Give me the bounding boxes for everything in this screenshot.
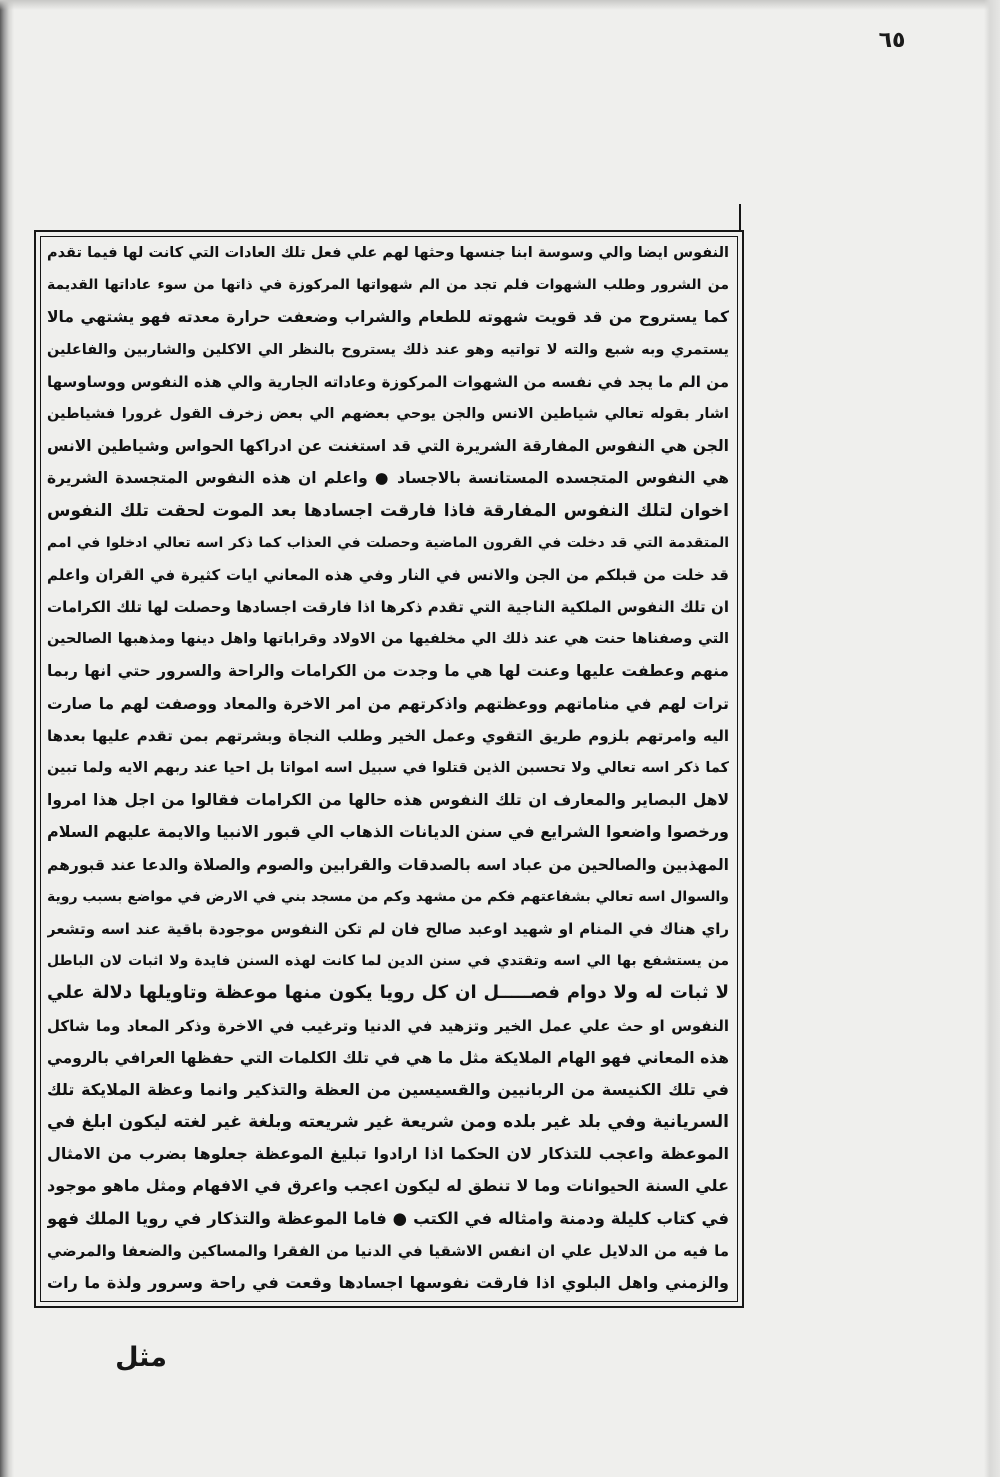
text-line: ترات لهم في مناماتهم ووعظتهم واذكرتهم من امر الاخرة والمعاد ووصفت لهم ما صارت [47, 694, 729, 713]
scan-edge-top [0, 0, 1000, 10]
text-line: منهم وعطفت عليها وعنت لها هي ما وجدت من الكرامات والراحة والسرور حتي انها ربما [47, 662, 729, 681]
folio-number: ٦٥ [878, 28, 906, 53]
text-line: من الشرور وطلب الشهوات فلم تجد من الم شهواتها المركوزة في ذاتها من سوء عاداتها القديمة [47, 277, 729, 294]
text-line: قد خلت من قبلكم من الجن والانس في النار وفي هذه المعاني ايات كثيرة في القران واعلم [47, 565, 729, 584]
text-line: الموعظة واعجب للتذكار لان الحكما اذا ارادوا تبليغ الموعظة جعلوها بضرب من الامثال [47, 1144, 729, 1164]
text-line: اخوان لتلك النفوس المفارقة فاذا فارقت اجسادها بعد الموت لحقت تلك النفوس [47, 500, 729, 521]
text-line: والسوال اسه تعالي بشفاعتهم فكم من مشهد وكم من مسجد بني في الارض في مواضع بسبب روية [47, 888, 729, 905]
text-line: ما فيه من الدلايل علي ان انفس الاشقيا في الدنيا من الفقرا والمساكين والضعفا والمرضي [47, 1241, 729, 1260]
text-line: والزمني واهل البلوي اذا فارقت نفوسها اجسادها وقعت في راحة وسرور ولذة ما رات [47, 1273, 729, 1292]
text-line: اشار بقوله تعالي شياطين الانس والجن يوحي بعضهم الي بعض زخرف القول غرورا فشياطين [47, 405, 729, 422]
text-line: النفوس ايضا والي وسوسة ابنا جنسها وحثها لهم علي فعل تلك العادات التي كانت لها فيما تقدم [47, 245, 729, 261]
frame-tick [739, 204, 741, 232]
text-frame-inner-rule [40, 236, 738, 1302]
text-line: التي وصفناها حنت هي عند ذلك الي مخلفيها من الاولاد وقراباتها واهل دينها ومذهبها الصالحين [47, 631, 729, 648]
text-line: لاهل البصاير والمعارف ان تلك النفوس هذه حالها من الكرامات فقالوا من اجل هذا امروا [47, 791, 729, 810]
text-line: السريانية وفي بلد غير بلده ومن شريعة غير شريعته وبلغة غير لغته ليكون ابلغ في [47, 1112, 729, 1133]
text-line: لا ثبات له ولا دوام فصـــــل ان كل رويا يكون منها موعظة وتاويلها دلالة علي [47, 982, 729, 1004]
text-line: من الم ما يجد في نفسه من الشهوات المركوزة وعاداته الجارية والي هذه النفوس ووساوسها [47, 372, 729, 391]
manuscript-text-block [47, 237, 729, 1301]
text-line: في تلك الكنيسة من الربانيين والقسيسين من العظة والتذكير وانما وعظة الملايكة تلك [47, 1079, 729, 1099]
text-line: المتقدمة التي قد دخلت في القرون الماضية وحصلت في العذاب كما ذكر اسه تعالي ادخلوا في امم [47, 534, 729, 551]
text-line: المهذبين والصالحين من عباد اسه بالصدقات والقرابين والصوم والصلاة والدعا عند قبورهم [47, 855, 729, 874]
text-line: في كتاب كليلة ودمنة وامثاله في الكتب ● فاما الموعظة والتذكار في رويا الملك فهو [47, 1208, 729, 1228]
text-line: راي هناك في المنام او شهيد اوعبد صالح فان لم تكن النفوس موجودة باقية عند اسه وتشعر [47, 919, 729, 938]
text-line: كما ذكر اسه تعالي ولا تحسبن الذين قتلوا في سبيل اسه امواتا بل احيا عند ربهم الايه ولما تبين [47, 760, 729, 776]
text-line: النفوس او حث علي عمل الخير وتزهيد في الدنيا وترغيب في الاخرة وذكر المعاد وما شاكل [47, 1016, 729, 1035]
text-line: ان تلك النفوس الملكية الناجية التي تقدم ذكرها اذا فارقت اجسادها وحصلت لها تلك الكرامات [47, 598, 729, 617]
text-line: اليه وامرتهم بلزوم طريق التقوي وعمل الخير وطلب النجاة وبشرتهم بمن تقدم عليها بعدها [47, 726, 729, 745]
text-line: الجن هي النفوس المفارقة الشريرة التي قد استغنت عن ادراكها الحواس وشياطين الانس [47, 437, 729, 456]
text-line: يستمري وبه شبع والته لا تواتيه وهو عند ذلك يستروح بالنظر الي الاكلين والشاربين والفاعلين [47, 341, 729, 358]
text-line: كما يستروح من قد قويت شهوته للطعام والشراب وضعفت حرارة معدته فهو يشتهي مالا [47, 308, 729, 327]
scan-edge-right [984, 0, 1000, 1477]
catchword: مثل [115, 1342, 167, 1373]
text-line: من يستشفع بها الي اسه وتقتدي في سنن الدين لما كانت لهذه السنن فايدة ولا اثبات لان الباطل [47, 953, 729, 970]
text-line: علي السنة الحيوانات وما لا تنطق له ليكون اعجب واعرق في الافهام ومثل ماهو موجود [47, 1176, 729, 1196]
scan-edge-left [0, 0, 14, 1477]
text-line: ورخصوا واضعوا الشرايع في سنن الديانات الذهاب الي قبور الانبيا والايمة عليهم السلام [47, 822, 729, 842]
text-frame [34, 230, 744, 1308]
text-line: هذه المعاني فهو الهام الملايكة مثل ما هي في تلك الكلمات التي حفظها العرافي بالرومي [47, 1048, 729, 1067]
text-line: هي النفوس المتجسده المستانسة بالاجساد ● واعلم ان هذه النفوس المتجسدة الشريرة [47, 469, 729, 488]
